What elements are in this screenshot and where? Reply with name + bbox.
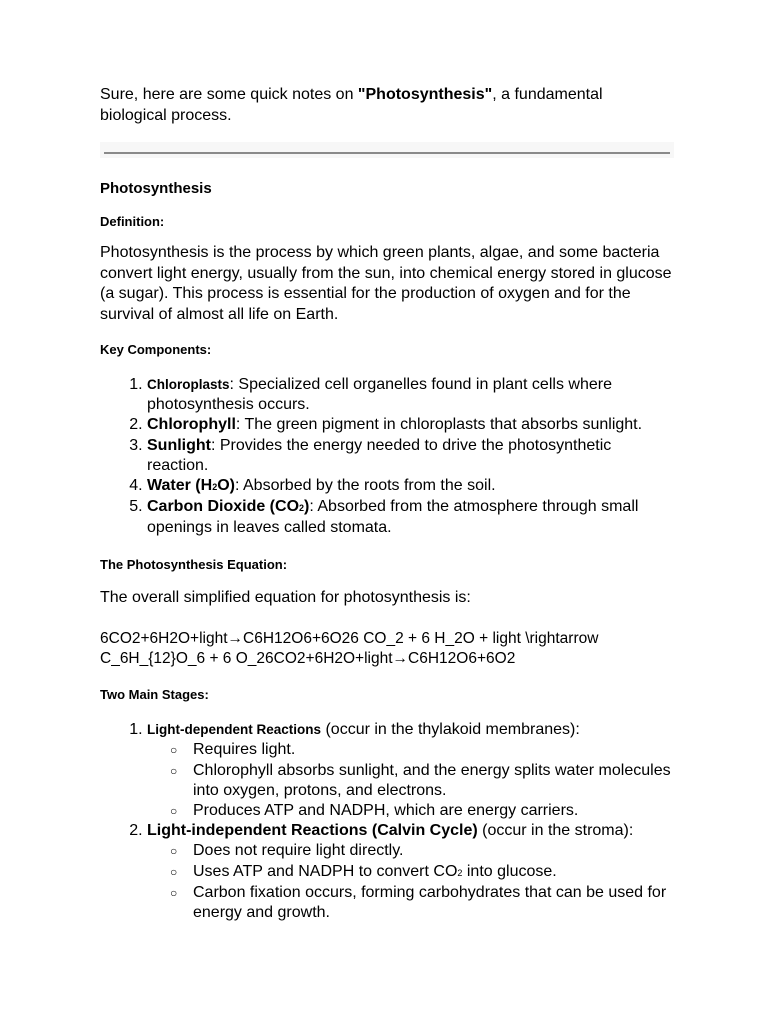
subscript: 2 [457,867,463,878]
list-item [147,720,679,821]
stage-term: Light-independent Reactions (Calvin Cycle) [147,822,478,840]
definition-text: Photosynthesis is the process by which green plants, algae, and some bacteria convert light energy, usually from the sun, into chemical energy stored in glucose (a sugar). This process is essential for the production of oxygen and for the survival of almost all life on Earth. [100,244,672,323]
stage-bullets [147,740,679,821]
list-item [147,415,675,435]
bullet-item: ○ Produces ATP and NADPH, which are energy carriers. [193,801,679,821]
subscript: 2 [212,482,218,493]
intro-lead: Sure, here are some quick notes on [100,86,358,103]
stages-heading: Two Main Stages: [100,687,209,703]
equation-line-2: C_6H_{12}O_6 + 6 O_26CO2+6H2O+light→C6H12O6+6O2 [100,650,516,668]
list-item [147,821,679,923]
component-text: : Provides the energy needed to drive the photosynthetic reaction. [147,436,612,474]
term-part: ) [304,498,310,516]
bullet-item: ○ Does not require light directly. [193,841,679,861]
stages-list [100,720,679,923]
component-text: : Absorbed by the roots from the soil. [234,477,496,495]
stage-bullets [147,841,679,923]
equation-line-1: 6CO2+6H2O+light→C6H12O6+6O26 CO_2 + 6 H_2O + light \rightarrow [100,630,599,648]
stage-term: Light-dependent Reactions [147,722,322,738]
component-term [147,477,235,494]
equation-heading: The Photosynthesis Equation: [100,556,288,572]
term-part: O) [217,477,235,495]
component-term: Sunlight [147,436,211,454]
list-item [147,436,675,476]
component-text: : The green pigment in chloroplasts that absorbs sunlight. [235,416,643,434]
list-item [147,476,675,497]
stage-text: (occur in the thylakoid membranes): [321,721,580,739]
bullet-item: ○ Chlorophyll absorbs sunlight, and the energy splits water molecules into oxygen, protons, and electrons. [193,761,679,801]
page-title: Photosynthesis [100,180,212,197]
bullet-part: into glucose. [462,862,557,880]
bullet-item [193,862,679,883]
bullet-item: ○ Carbon fixation occurs, forming carbohydrates that can be used for energy and growth. [193,883,679,923]
component-term: Chlorophyll [147,416,236,434]
component-text: : Absorbed from the atmosphere through small openings in leaves called stomata. [147,498,639,537]
bullet-item: ○ Requires light. [193,740,679,760]
stage-text: (occur in the stroma): [477,822,634,840]
intro-topic: "Photosynthesis" [357,86,493,103]
term-part: Water (H [147,477,213,495]
intro-paragraph [100,85,620,126]
intro-tail: , a fundamental biological process. [100,86,603,124]
bullet-part: Uses ATP and NADPH to convert CO [193,862,458,880]
component-text: : Specialized cell organelles found in plant cells where photosynthesis occurs. [147,376,612,414]
component-term: Chloroplasts [147,377,230,392]
component-term [147,498,309,515]
definition-heading: Definition: [100,214,165,229]
divider-line [104,152,670,154]
list-item [147,497,675,538]
components-heading: Key Components: [100,342,212,357]
list-item [147,375,675,415]
equation-intro: The overall simplified equation for photosynthesis is: [100,588,471,606]
components-list [100,375,675,539]
horizontal-divider [100,142,674,158]
term-part: Carbon Dioxide (CO [147,498,300,516]
subscript: 2 [299,503,305,514]
